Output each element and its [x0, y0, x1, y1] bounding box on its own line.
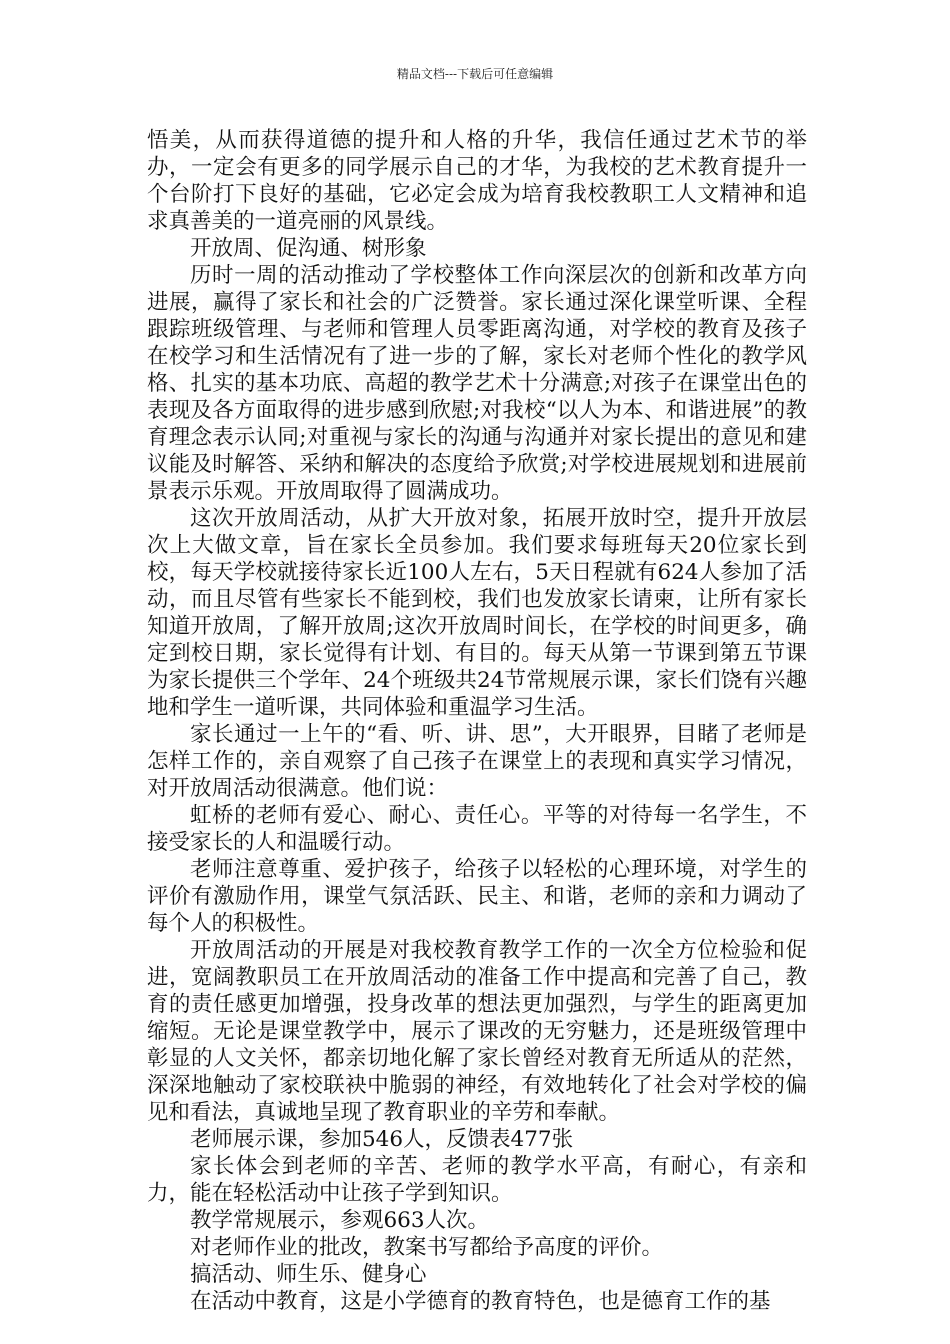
stat-line: 老师展示课，参加546人，反馈表477张 [190, 1127, 574, 1152]
section-heading: 开放周、促沟通、树形象 [190, 236, 427, 261]
paragraph: 悟美，从而获得道德的提升和人格的升华，我信任通过艺术节的举办，一定会有更多的同学展示自己的才华，为我校的艺术教育提升一个台阶打下良好的基础，它必定会成为培育我校教职工人文精神和追求真善美的一道亮丽的风景线。 [147, 128, 807, 234]
quote-paragraph: 虹桥的老师有爱心、耐心、责任心。平等的对待每一名学生，不接受家长的人和温暖行动。 [147, 803, 807, 855]
quote-paragraph: 老师注意尊重、爱护孩子，给孩子以轻松的心理环境，对学生的评价有激励作用，课堂气氛活跃、民主、和谐，老师的亲和力调动了每个人的积极性。 [147, 857, 807, 936]
stat-line: 教学常规展示，参观663人次。 [190, 1208, 490, 1233]
paragraph: 家长体会到老师的辛苦、老师的教学水平高，有耐心，有亲和力，能在轻松活动中让孩子学到知识。 [147, 1154, 807, 1206]
page-header: 精品文档---下载后可任意编辑 [396, 67, 554, 81]
paragraph: 在活动中教育，这是小学德育的教育特色，也是德育工作的基 [190, 1289, 771, 1314]
section-heading: 搞活动、师生乐、健身心 [190, 1262, 427, 1287]
paragraph: 历时一周的活动推动了学校整体工作向深层次的创新和改革方向进展，赢得了家长和社会的广泛赞誉。家长通过深化课堂听课、全程跟踪班级管理、与老师和管理人员零距离沟通，对学校的教育及孩子在校学习和生活情况有了进一步的了解，家长对老师个性化的教学风格、扎实的基本功底、高超的教学艺术十分满意;对孩子在课堂出色的表现及各方面取得的进步感到欣慰;对我校“以人为本、和谐进展”的教育理念表示认同;对重视与家长的沟通与沟通并对家长提出的意见和建议能及时解答、采纳和解决的态度给予欣赏;对学校进展规划和进展前景表示乐观。开放周取得了圆满成功。 [147, 263, 807, 504]
paragraph: 家长通过一上午的“看、听、讲、思”，大开眼界，目睹了老师是怎样工作的，亲自观察了自己孩子在课堂上的表现和真实学习情况，对开放周活动很满意。他们说： [147, 722, 807, 801]
document-body [147, 127, 807, 1315]
paragraph: 这次开放周活动，从扩大开放对象，拓展开放时空，提升开放层次上大做文章，旨在家长全员参加。我们要求每班每天20位家长到校，每天学校就接待家长近100人左右，5天日程就有624人参加了活动，而且尽管有些家长不能到校，我们也发放家长请柬，让所有家长知道开放周，了解开放周;这次开放周时间长，在学校的时间更多，确定到校日期，家长觉得有计划、有目的。每天从第一节课到第五节课为家长提供三个学年、24个班级共24节常规展示课，家长们饶有兴趣地和学生一道听课，共同体验和重温学习生活。 [147, 506, 807, 720]
paragraph: 对老师作业的批改，教案书写都给予高度的评价。 [190, 1235, 664, 1260]
paragraph: 开放周活动的开展是对我校教育教学工作的一次全方位检验和促进，宽阔教职员工在开放周活动的准备工作中提高和完善了自己，教育的责任感更加增强，投身改革的想法更加强烈，与学生的距离更加缩短。无论是课堂教学中，展示了课改的无穷魅力，还是班级管理中彰显的人文关怀，都亲切地化解了家长曾经对教育无所适从的茫然，深深地触动了家校联袂中脆弱的神经，有效地转化了社会对学校的偏见和看法，真诚地呈现了教育职业的辛劳和奉献。 [147, 938, 807, 1125]
